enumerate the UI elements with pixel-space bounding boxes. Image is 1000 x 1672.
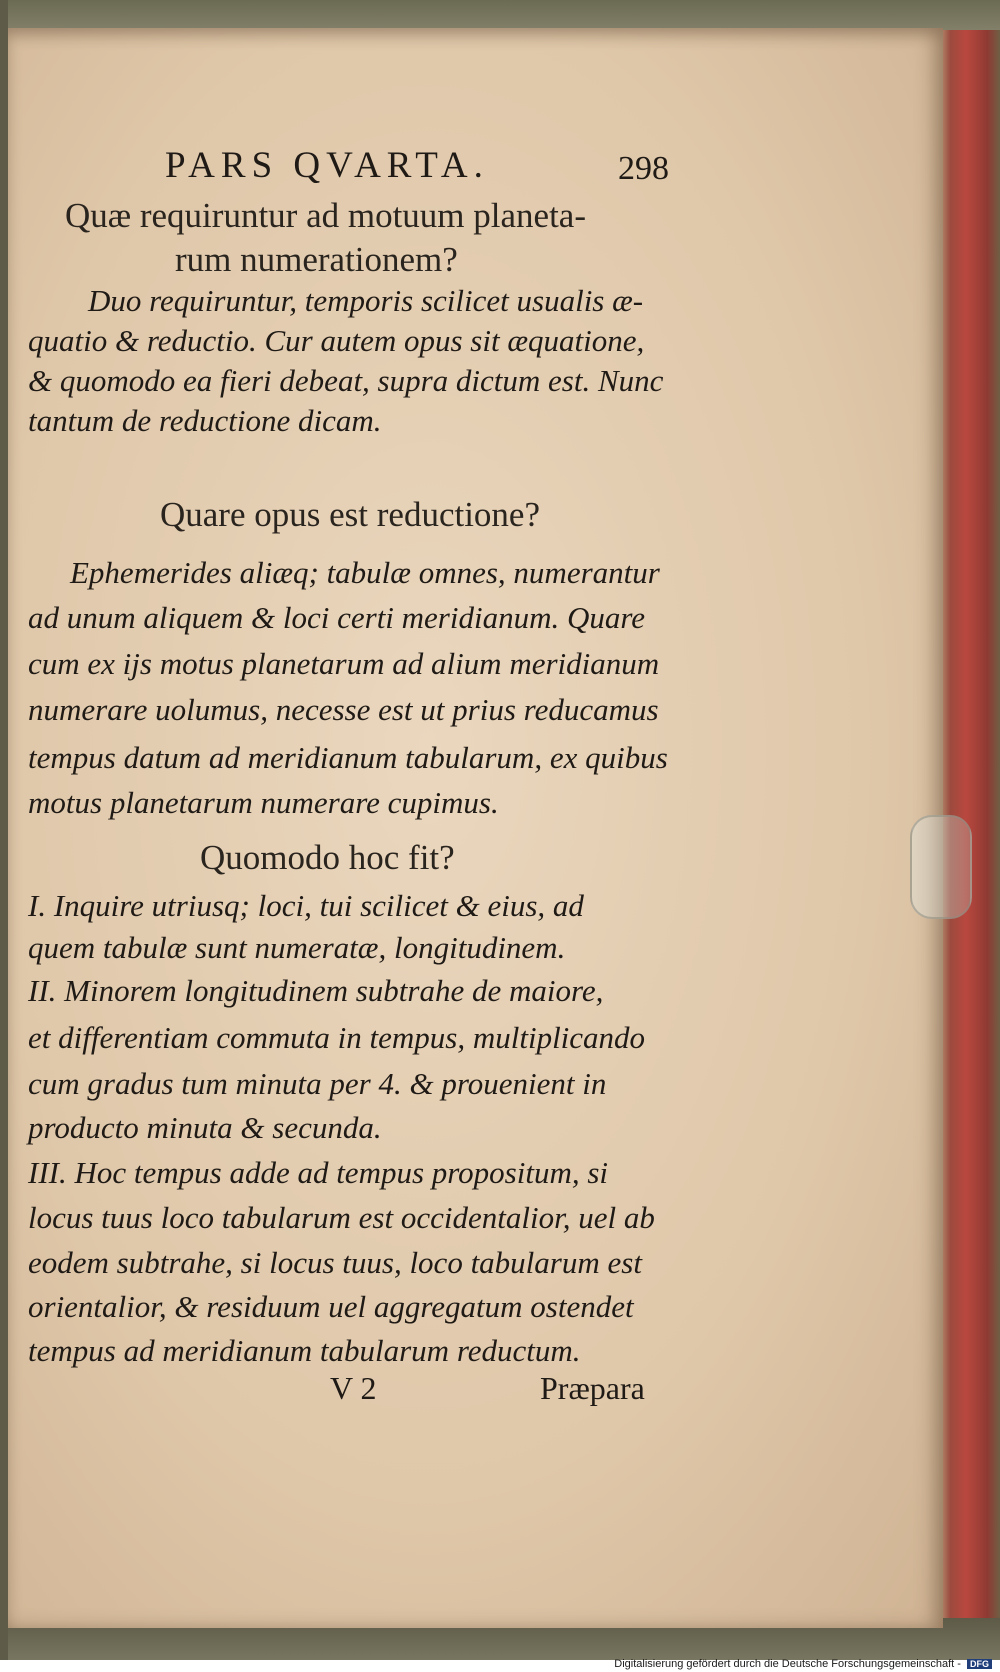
text-line: tantum de reductione dicam. (28, 403, 382, 438)
text-line: cum gradus tum minuta per 4. & prouenient in (28, 1066, 607, 1101)
text-line: locus tuus loco tabularum est occidentalior, uel ab (28, 1200, 655, 1235)
page-clip (910, 815, 972, 919)
text-line: II. Minorem longitudinem subtrahe de maiore, (28, 973, 604, 1008)
text-line: & quomodo ea fieri debeat, supra dictum est. Nunc (28, 363, 664, 398)
heading-line: Quare opus est reductione? (160, 495, 540, 534)
text-line: et differentiam commuta in tempus, multiplicando (28, 1020, 646, 1055)
text-line: producto minuta & secunda. (28, 1110, 382, 1145)
page-number: 298 (618, 150, 669, 187)
signature-mark: V 2 (330, 1370, 377, 1406)
heading-line: Quæ requiruntur ad motuum planeta- (65, 196, 586, 235)
text-line: eodem subtrahe, si locus tuus, loco tabularum est (28, 1245, 642, 1280)
dfg-logo: DFG (967, 1659, 992, 1669)
running-head: PARS QVARTA. (165, 145, 489, 186)
book-cover-left (0, 0, 8, 1660)
book-page (8, 28, 943, 1628)
text-line: numerare uolumus, necesse est ut prius reducamus (28, 692, 659, 727)
text-line: III. Hoc tempus adde ad tempus propositum, si (28, 1155, 609, 1190)
text-line: motus planetarum numerare cupimus. (28, 785, 499, 820)
credit-text: Digitalisierung gefördert durch die Deutsche Forschungsgemeinschaft - (614, 1658, 961, 1670)
text-line: Duo requiruntur, temporis scilicet usualis æ- (88, 283, 644, 318)
catchword: Præpara (540, 1370, 645, 1406)
text-line: quatio & reductio. Cur autem opus sit æquatione, (28, 323, 645, 358)
text-line: ad unum aliquem & loci certi meridianum. Quare (28, 600, 646, 635)
text-line: cum ex ijs motus planetarum ad alium meridianum (28, 646, 660, 681)
text-line: orientalior, & residuum uel aggregatum ostendet (28, 1289, 634, 1324)
heading-line: Quomodo hoc fit? (200, 838, 455, 877)
text-line: tempus datum ad meridianum tabularum, ex quibus (28, 740, 668, 775)
text-line: Ephemerides aliæq; tabulæ omnes, numerantur (70, 555, 660, 590)
text-line: I. Inquire utriusq; loci, tui scilicet & eius, ad (28, 888, 584, 923)
funding-credit (614, 1658, 992, 1670)
text-line: quem tabulæ sunt numeratæ, longitudinem. (28, 930, 566, 965)
text-line: tempus ad meridianum tabularum reductum. (28, 1333, 581, 1368)
heading-line: rum numerationem? (175, 240, 458, 279)
